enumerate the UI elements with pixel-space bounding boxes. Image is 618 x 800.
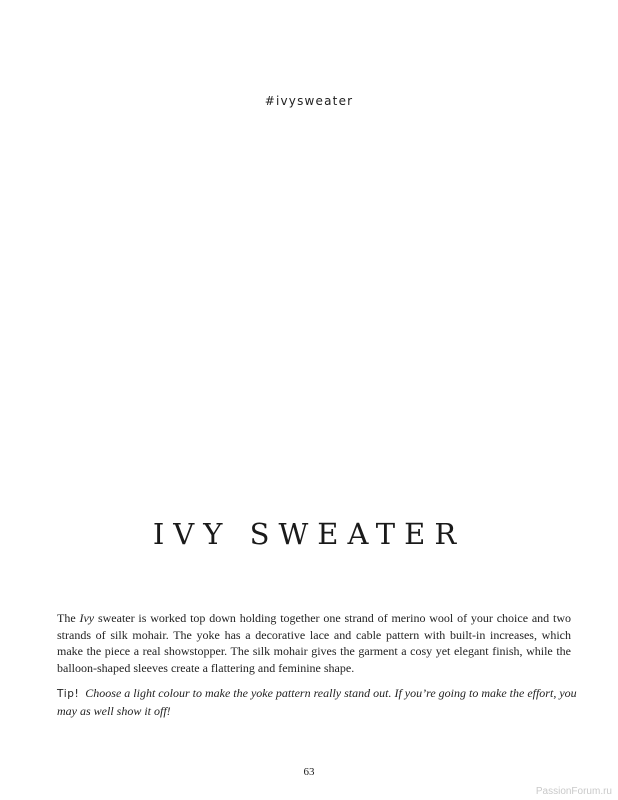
page-number: 63 [303,766,315,778]
hashtag-heading: #ivysweater [264,94,354,108]
intro-rest: sweater is worked top down holding together one strand of merino wool of your choice and two strands of silk mohair. The yoke has a decorative lace and cable pattern with built-in increases, which make the piece a real showstopper. The silk mohair gives the garment a cosy yet elegant finish, while the balloon-shaped sleeves create a flattering and feminine shape. [57,611,572,675]
intro-lead: The [57,611,80,625]
tip-label: Tip! [57,688,80,700]
intro-pattern-name: Ivy [79,611,95,625]
watermark: PassionForum.ru [535,786,612,797]
tip-paragraph [57,685,577,719]
tip-text: Choose a light colour to make the yoke pattern really stand out. If you’re going to make the effort, you may as well show it off! [57,686,577,718]
intro-paragraph [57,610,571,676]
page-title: IVY SWEATER [152,517,466,551]
